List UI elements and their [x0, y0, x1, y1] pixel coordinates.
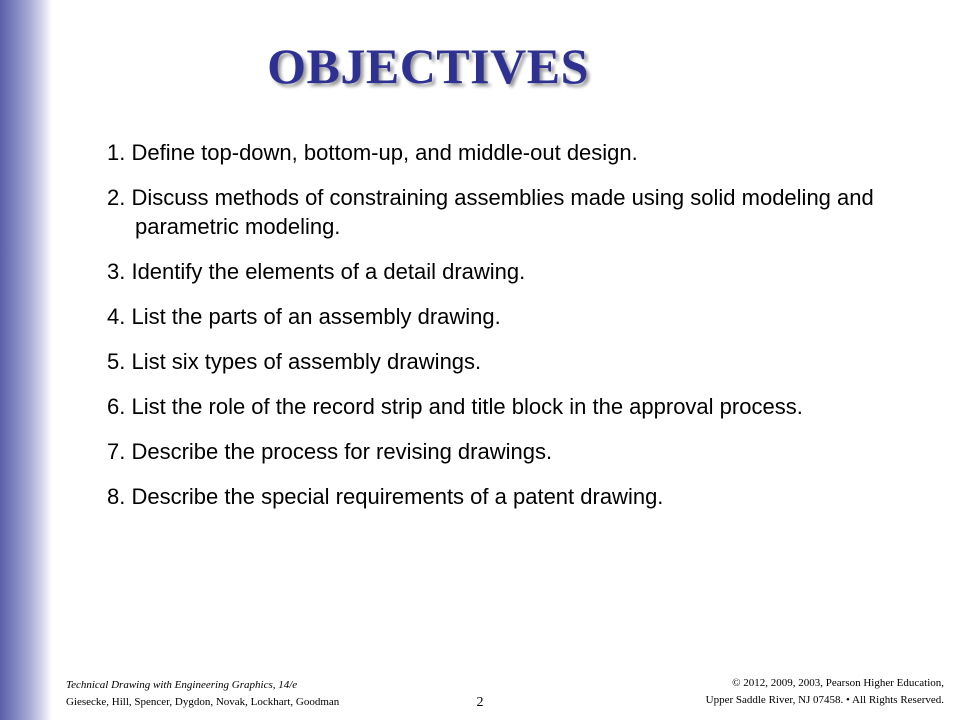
slide-title-text: OBJECTIVES — [267, 38, 589, 94]
objectives-list — [107, 138, 907, 527]
objective-item: 7. Describe the process for revising drawings. — [107, 439, 553, 464]
copyright-line-2: Upper Saddle River, NJ 07458. • All Rights Reserved. — [705, 694, 944, 706]
objective-item: 4. List the parts of an assembly drawing. — [107, 304, 501, 329]
page-number: 2 — [476, 695, 484, 710]
objective-item: 6. List the role of the record strip and title block in the approval process. — [107, 394, 803, 419]
objective-item: 8. Describe the special requirements of a patent drawing. — [107, 484, 664, 509]
objective-item: 3. Identify the elements of a detail drawing. — [107, 259, 526, 284]
footer-copyright — [706, 675, 944, 709]
footer-authors: Giesecke, Hill, Spencer, Dygdon, Novak, Lockhart, Goodman — [66, 696, 340, 708]
copyright-line-1: © 2012, 2009, 2003, Pearson Higher Education, — [732, 677, 944, 689]
objective-item: 5. List six types of assembly drawings. — [107, 349, 482, 374]
slide-title — [0, 36, 960, 96]
objective-item: 2. Discuss methods of constraining assemblies made using solid modeling and parametric modeling. — [107, 185, 874, 239]
objective-item: 1. Define top-down, bottom-up, and middle-out design. — [107, 140, 638, 165]
footer-book-info — [66, 677, 339, 711]
footer-book-title: Technical Drawing with Engineering Graphics, 14/e — [66, 679, 298, 691]
side-gradient-band — [0, 0, 52, 720]
